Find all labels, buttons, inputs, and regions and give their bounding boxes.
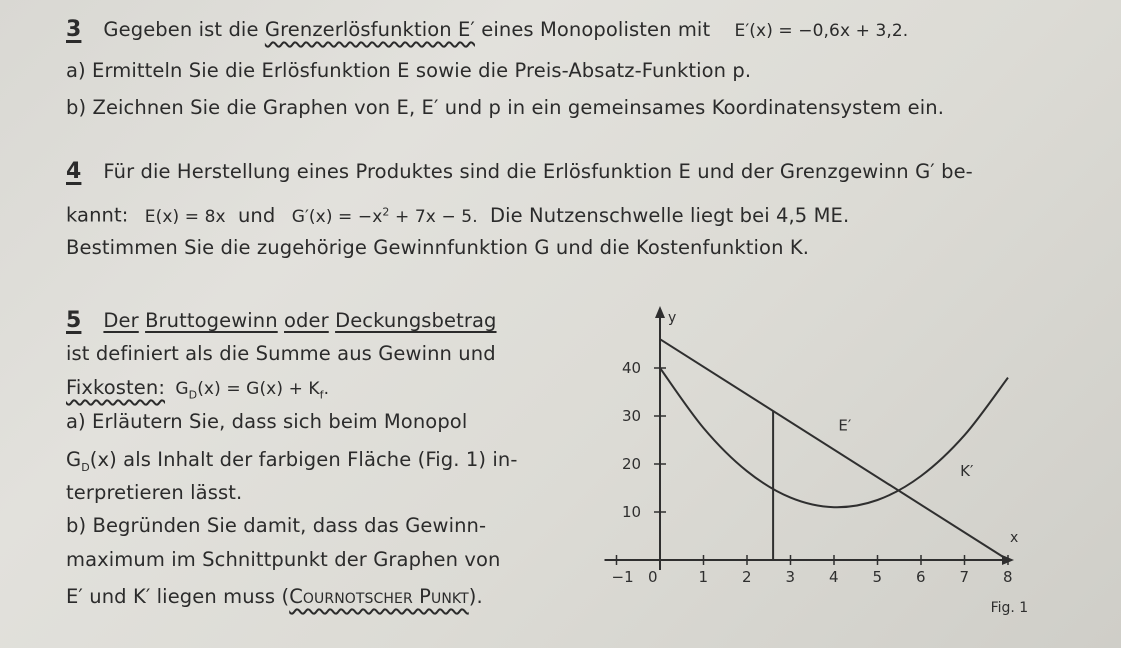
task4-formula-e: E(x) = 8x [144,206,226,227]
task4-text: Für die Herstellung eines Produktes sind die Erlösfunktion E und der Grenzgewinn G′ be- [103,160,973,183]
y-tick-label: 20 [622,455,642,473]
x-tick-label: −1 [611,568,634,586]
task3-line2: a) Ermitteln Sie die Erlösfunktion E sowie die Preis-Absatz-Funktion p. [66,59,752,82]
x-tick-label: 0 [648,568,658,586]
task5-number: 5 [66,308,82,333]
task3-line1 [66,18,908,43]
x-tick-label: 1 [698,568,709,586]
task4-line3: Bestimmen Sie die zugehörige Gewinnfunktion G und die Kostenfunktion K. [66,236,810,259]
task5-line9-pre: E′ und K′ liegen muss ( [66,585,290,608]
x-tick-label: 2 [742,568,752,586]
task4-kannt: kannt: [66,203,129,227]
task5-line6: terpretieren lässt. [66,481,243,504]
x-axis-label: x [1010,530,1019,546]
task3-line3: b) Zeichnen Sie die Graphen von E, E′ und p in ein gemeinsames Koordinatensystem ein. [66,96,945,119]
y-axis-label: y [668,310,677,326]
figure-caption: Fig. 1 [990,600,1029,616]
task4-line2 [66,200,849,229]
task5-line8: maximum im Schnittpunkt der Graphen von [66,548,501,571]
task3-formula: E′(x) = −0,6x + 3,2. [734,21,909,41]
x-tick-label: 8 [1003,568,1013,586]
task5-word-der: Der [103,309,139,332]
task3-number: 3 [66,17,82,42]
y-axis-arrow [655,306,665,318]
y-tick-label: 30 [622,407,642,425]
task5-fixkosten: Fixkosten: [66,376,166,399]
series-label-e-prime: E′ [838,416,852,435]
task5-line3 [66,376,329,407]
task3-text-post: eines Monopolisten mit [474,18,711,41]
task5-line5: $G_D(x)$ als Inhalt der farbigen Fläche (Fig. 1) in- [66,448,518,474]
task5-word-deckungsbetrag: Deckungsbetrag [335,309,497,332]
x-tick-label: 7 [959,568,970,586]
task4-und: und [237,203,276,227]
task4-formula-g: $G'(x) = -x^2 + 7x - 5$. [291,205,478,227]
task5-formula: $G_D(x) = G(x) + K_f$. [175,379,330,402]
task3-term: Grenzerlösfunktion E′ [264,18,475,41]
series-e-prime-line [660,339,1008,560]
x-tick-label: 6 [916,568,926,586]
task5-word-oder: oder [284,309,329,332]
task5-line4: a) Erläutern Sie, dass sich beim Monopol [66,410,468,433]
x-tick-label: 5 [872,568,883,586]
task4-schwelle: Die Nutzenschwelle liegt bei 4,5 ME. [490,203,850,227]
task3-text: Gegeben ist die [103,18,265,41]
x-tick-label: 3 [785,568,796,586]
series-k-prime-curve [660,368,1008,507]
task5-word-bruttogewinn: Bruttogewinn [145,309,278,332]
task5-line9 [66,585,483,609]
y-tick-label: 40 [622,359,642,377]
series-label-k-prime: K′ [960,462,974,480]
task4-line1 [66,160,973,184]
task4-number: 4 [66,159,82,184]
y-tick-label: 10 [622,503,642,521]
fig1-chart [600,300,1070,620]
task5-line7: b) Begründen Sie damit, dass das Gewinn- [66,514,487,537]
task5-line9-post: ). [468,585,483,608]
task5-line2: ist definiert als die Summe aus Gewinn und [66,342,496,365]
task5-cournot: Cournotscher Punkt [289,585,469,608]
x-tick-label: 4 [829,568,839,586]
task5-line1 [66,309,497,333]
